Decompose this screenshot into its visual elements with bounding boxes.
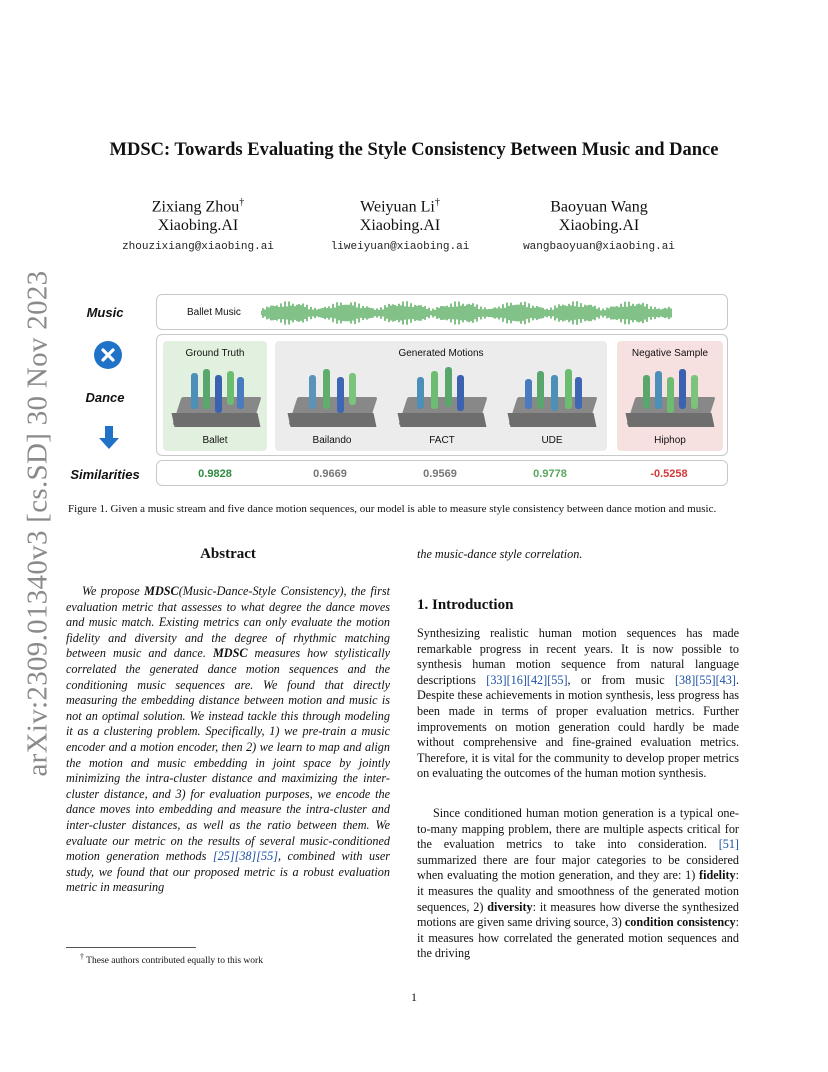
intro-paragraph-1: Synthesizing realistic human motion sequences has made remarkable progress in recent years. It is now possible to synthesis human motion sequence from natural language descriptions [33][16][42][55], or from music [38][55][43]. Despite these achievements in motion synthesis, less progress has been made in terms of proper evaluation metrics. Further improvements on motion generation could hardly be made without comprehensive and fine-grained evaluation metrics. Therefore, it is vital for the community to develop proper metrics on evaluating the outcomes of the human motion synthesis. [417,626,739,781]
figure-1 [70,290,740,490]
author-name: Weiyuan Li [360,198,435,216]
citation-link[interactable]: [33] [486,672,507,687]
abstract-heading: Abstract [200,546,256,562]
similarity-bailando: 0.9669 [313,468,347,480]
music-label: Ballet Music [187,307,241,318]
dance-scene-hiphop [625,367,715,431]
author-mark: † [434,197,440,208]
panel-label: Ground Truth [185,348,245,359]
author-email[interactable]: zhouzixiang@xiaobing.ai [122,241,274,254]
author-2 [300,193,500,253]
author-affiliation: Xiaobing.AI [157,217,239,235]
citation-link[interactable]: [43] [715,672,736,687]
abstract-body: We propose MDSC(Music-Dance-Style Consistency), the first evaluation metric that assesses to what degree the dance moves and music match. Existing metrics can only evaluate the motion fidelity and diversity and the degree of rhythmic matching between music and dance. MDSC measures how stylistically correlated the generated dance motion sequences and the conditioning music sequences are. We found that directly measuring the embedding distance between motion and music is not an optimal solution. We instead tackle this through modeling it as a clustering problem. Specifically, 1) we pre-train a music encoder and a motion encoder, then 2) we learn to map and align the motion and music embedding in joint space by jointly minimizing the intra-cluster distance and maximizing the inter-cluster distance, and 3) for evaluation purposes, we encode the dance moves into embedding and measure the intra-cluster and inter-cluster distances, as well as the ratio between them. We evaluate our metric on the results of several music-conditioned motion generation methods [25][38][55], combined with user study, we found that our proposed metric is a robust evaluation metric in measuring [66,584,390,895]
page-number: 1 [411,990,417,1004]
panel-ground-truth [163,341,267,451]
paper-title: MDSC: Towards Evaluating the Style Consistency Between Music and Dance [109,140,719,160]
citation-link[interactable]: [55] [547,672,568,687]
author-affiliation: Xiaobing.AI [558,217,640,235]
music-track [156,294,728,330]
similarity-fact: 0.9569 [423,468,457,480]
similarity-ude: 0.9778 [533,468,567,480]
author-3 [499,193,699,253]
dance-scene-fact [397,367,487,431]
dance-scene-ballet [171,367,261,431]
footnote-text: These authors contributed equally to this work [86,956,263,967]
author-name: Baoyuan Wang [550,198,648,216]
citation-link[interactable]: [38] [234,849,257,864]
similarity-row [156,460,728,486]
arxiv-stamp [18,270,58,776]
author-mark: † [239,197,245,208]
style-label: Bailando [312,435,352,446]
footnote-mark: † [80,952,84,961]
dance-scene-ude [507,367,597,431]
panel-negative [617,341,723,451]
citation-link[interactable]: [42] [526,672,548,687]
waveform [261,299,673,327]
figure-caption: Figure 1. Given a music stream and five dance motion sequences, our model is able to measure style consistency between dance motion and music. [68,503,717,515]
footnote-rule [66,947,196,948]
author-email[interactable]: liweiyuan@xiaobing.ai [330,241,470,254]
arxiv-id: arXiv:2309.01340v3 [cs.SD] 30 Nov 2023 [21,270,54,776]
citation-link[interactable]: [16] [506,672,527,687]
arrow-down-icon [98,426,120,450]
intro-paragraph-2: Since conditioned human motion generation is a typical one-to-many mapping problem, there are multiple aspects critical for the evaluation metrics to take into consideration. [51] summarized there are four major categories to be considered when evaluating the motion generation, and they are: 1) fidelity: it measures the quality and smoothness of the generated motion sequences, 2) diversity: it measures how diverse the synthesized motions are given same driving source, 3) condition consistency: it measures how correlated the generated motion sequences and the driving [417,806,740,961]
panel-label: Negative Sample [631,348,709,359]
author-affiliation: Xiaobing.AI [359,217,441,235]
abstract-continuation: the music-dance style correlation. [417,547,583,561]
citation-link[interactable]: [38] [675,672,696,687]
citation-link[interactable]: [51] [718,837,739,852]
footnote [80,952,263,966]
author-1 [98,193,298,253]
style-label: Ballet [202,435,228,446]
style-label: Hiphop [654,435,686,446]
dance-scene-bailando [287,367,377,431]
row-label-music: Music [86,305,124,320]
author-block [0,193,828,253]
style-label: UDE [541,435,563,446]
close-circle-icon [94,341,122,369]
style-label: FACT [429,435,455,446]
citation-link[interactable]: [25] [212,849,235,864]
citation-link[interactable]: [55] [256,849,278,864]
dance-panels [156,334,728,456]
row-label-similarities: Similarities [70,467,140,482]
row-label-dance: Dance [85,390,125,405]
panel-label: Generated Motions [398,348,484,359]
section-heading-introduction: 1. Introduction [417,597,514,613]
similarity-ballet: 0.9828 [198,468,232,480]
author-email[interactable]: wangbaoyuan@xiaobing.ai [523,241,675,254]
author-name: Zixiang Zhou [151,198,240,216]
panel-generated [275,341,607,451]
similarity-hiphop: -0.5258 [650,468,688,480]
citation-link[interactable]: [55] [695,672,716,687]
